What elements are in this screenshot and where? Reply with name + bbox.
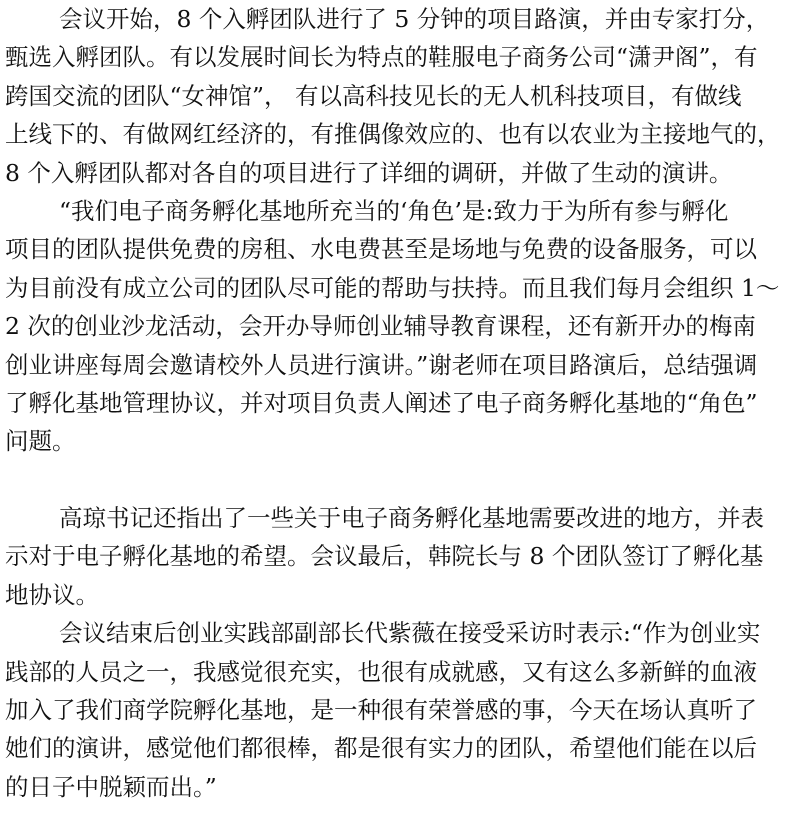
paragraph-1 [5,0,795,192]
paragraph-2 [5,192,795,499]
text-line: “我们电子商务孵化基地所充当的‘角色’是:致力于为所有参与孵化 [59,196,729,225]
text-line: 8 个入孵团队都对各自的项目进行了详细的调研，并做了生动的演讲。 [5,158,733,187]
document-body [5,0,795,806]
text-line: 上线下的、有做网红经济的，有推偶像效应的、也有以农业为主接地气的， [5,120,781,149]
text-line: 项目的团队提供免费的房租、水电费甚至是场地与免费的设备服务，可以 [5,235,757,264]
text-line: 加入了我们商学院孵化基地，是一种很有荣誉感的事，今天在场认真听了 [5,696,757,725]
text-line: 的日子中脱颖而出。” [5,772,217,801]
text-line: 高琼书记还指出了一些关于电子商务孵化基地需要改进的地方，并表 [59,504,764,533]
text-line: 她们的演讲，感觉他们都很棒，都是很有实力的团队，希望他们能在以后 [5,734,757,763]
text-line: 甄选入孵团队。有以发展时间长为特点的鞋服电子商务公司“潇尹阁”，有 [5,43,758,72]
text-line: 跨国交流的团队“女神馆”， 有以高科技见长的无人机科技项目，有做线 [5,81,742,110]
text-line: 会议结束后创业实践部副部长代紫薇在接受采访时表示:“作为创业实 [59,619,761,648]
text-line: 创业讲座每周会邀请校外人员进行演讲。”谢老师在项目路演后，总结强调 [5,350,758,379]
paragraph-3 [5,499,795,614]
text-line [5,461,795,499]
text-line: 问题。 [5,427,76,456]
text-line: 示对于电子孵化基地的希望。会议最后，韩院长与 8 个团队签订了孵化基 [5,542,764,571]
text-line: 践部的人员之一，我感觉很充实，也很有成就感，又有这么多新鲜的血液 [5,657,757,686]
text-line: 2 次的创业沙龙活动，会开办导师创业辅导教育课程，还有新开办的梅南 [5,312,756,341]
text-line: 为目前没有成立公司的团队尽可能的帮助与扶持。而且我们每月会组织 1～ [5,273,780,302]
text-line: 地协议。 [5,580,99,609]
text-line: 会议开始，8 个入孵团队进行了 5 分钟的项目路演，并由专家打分， [59,5,770,33]
text-line: 了孵化基地管理协议，并对项目负责人阐述了电子商务孵化基地的“角色” [5,388,758,417]
paragraph-4 [5,614,795,806]
